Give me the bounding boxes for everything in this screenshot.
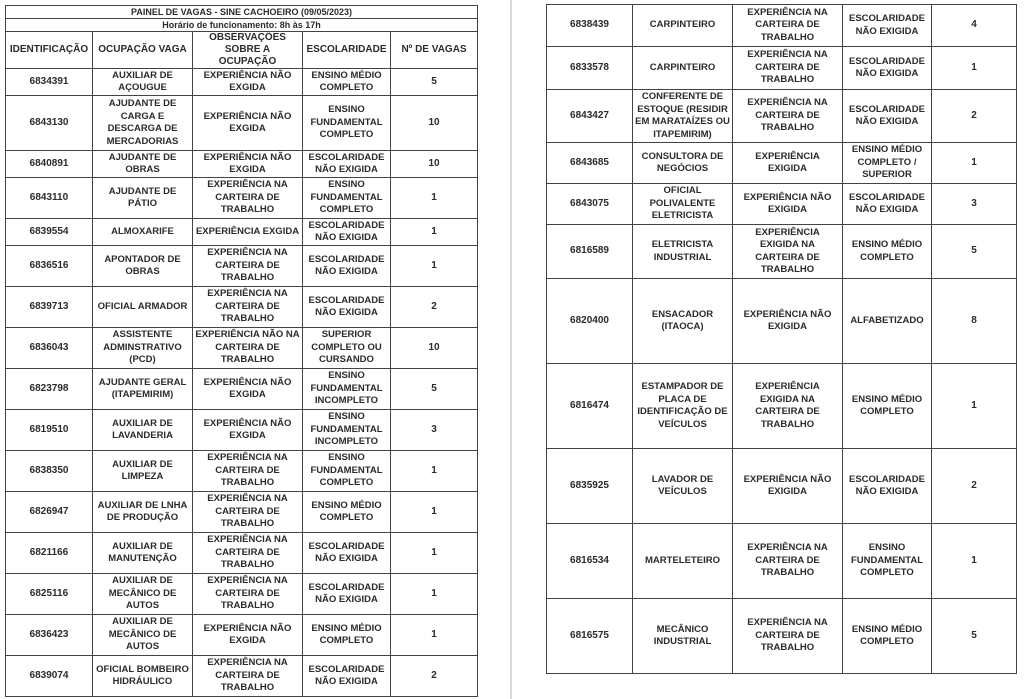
table-row	[6, 287, 478, 328]
column-header-ocupacao: OCUPAÇÃO VAGA	[93, 32, 193, 69]
vacancy-education: ENSINO FUNDAMENTAL INCOMPLETO	[303, 410, 391, 451]
table-row	[547, 524, 1017, 599]
vacancy-id: 6838350	[6, 451, 93, 492]
vacancy-id: 6833578	[547, 47, 633, 90]
vacancy-count: 1	[932, 364, 1017, 449]
vacancy-occupation: AUXILIAR DE MANUTENÇÃO	[93, 533, 193, 574]
vacancy-observations: EXPERIÊNCIA NA CARTEIRA DE TRABALHO	[193, 287, 303, 328]
vacancy-id: 6840891	[6, 151, 93, 178]
vacancy-education: ENSINO FUNDAMENTAL COMPLETO	[843, 524, 932, 599]
left-table-body	[6, 69, 478, 697]
table-row	[6, 451, 478, 492]
vacancy-education: ENSINO FUNDAMENTAL COMPLETO	[303, 451, 391, 492]
vacancy-education: ESCOLARIDADE NÃO EXIGIDA	[303, 656, 391, 697]
vacancy-id: 6825116	[6, 574, 93, 615]
vacancy-count: 5	[391, 369, 478, 410]
vacancy-observations: EXPERIÊNCIA NA CARTEIRA DE TRABALHO	[193, 451, 303, 492]
vacancy-observations: EXPERIÊNCIA NÃO EXIGIDA	[733, 279, 843, 364]
vacancy-id: 6834391	[6, 69, 93, 96]
table-row	[6, 410, 478, 451]
vacancy-observations: EXPERIÊNCIA NA CARTEIRA DE TRABALHO	[193, 178, 303, 219]
vacancy-id: 6826947	[6, 492, 93, 533]
vacancy-observations: EXPERIÊNCIA NA CARTEIRA DE TRABALHO	[193, 492, 303, 533]
subtitle-row	[6, 19, 478, 32]
vacancy-id: 6820400	[547, 279, 633, 364]
table-row	[547, 184, 1017, 225]
table-row	[6, 178, 478, 219]
table-row	[6, 328, 478, 369]
column-header-observacoes: OBSERVAÇÕES SOBRE A OCUPAÇÃO	[193, 32, 303, 69]
vacancy-education: ENSINO FUNDAMENTAL COMPLETO	[303, 96, 391, 151]
vacancy-education: ESCOLARIDADE NÃO EXIGIDA	[843, 449, 932, 524]
vacancy-observations: EXPERIÊNCIA NA CARTEIRA DE TRABALHO	[733, 5, 843, 47]
vacancy-occupation: CARPINTEIRO	[633, 47, 733, 90]
vacancy-occupation: ELETRICISTA INDUSTRIAL	[633, 225, 733, 279]
vacancy-count: 1	[391, 451, 478, 492]
table-row	[6, 69, 478, 96]
vacancy-observations: EXPERIÊNCIA NA CARTEIRA DE TRABALHO	[193, 574, 303, 615]
vacancy-education: ENSINO FUNDAMENTAL COMPLETO	[303, 178, 391, 219]
vacancy-occupation: CONFERENTE DE ESTOQUE (RESIDIR EM MARATAÍZES OU ITAPEMIRIM)	[633, 90, 733, 143]
vacancy-education: ENSINO MÉDIO COMPLETO / SUPERIOR	[843, 143, 932, 184]
vacancy-id: 6839554	[6, 219, 93, 246]
vacancy-occupation: AUXILIAR DE AÇOUGUE	[93, 69, 193, 96]
vacancy-occupation: ESTAMPADOR DE PLACA DE IDENTIFICAÇÃO DE VEÍCULOS	[633, 364, 733, 449]
vacancy-id: 6839074	[6, 656, 93, 697]
vacancy-id: 6816589	[547, 225, 633, 279]
vacancy-observations: EXPERIÊNCIA NÃO EXGIDA	[193, 410, 303, 451]
vacancy-count: 3	[932, 184, 1017, 225]
table-row	[547, 5, 1017, 47]
table-row	[6, 656, 478, 697]
vacancy-education: ENSINO MÉDIO COMPLETO	[843, 364, 932, 449]
vacancies-table-right	[546, 4, 1017, 674]
vacancy-education: ENSINO MÉDIO COMPLETO	[303, 615, 391, 656]
vacancy-count: 4	[932, 5, 1017, 47]
vacancy-occupation: AJUDANTE DE PÁTIO	[93, 178, 193, 219]
vacancy-id: 6838439	[547, 5, 633, 47]
table-row	[547, 364, 1017, 449]
vacancy-education: ENSINO FUNDAMENTAL INCOMPLETO	[303, 369, 391, 410]
table-row	[6, 574, 478, 615]
vacancy-observations: EXPERIÊNCIA EXGIDA	[193, 219, 303, 246]
vacancy-observations: EXPERIÊNCIA NÃO EXGIDA	[193, 69, 303, 96]
vacancy-count: 5	[391, 69, 478, 96]
column-header-vagas: Nº DE VAGAS	[391, 32, 478, 69]
vacancy-count: 5	[932, 599, 1017, 674]
vacancies-table-left	[5, 5, 478, 697]
vacancy-observations: EXPERIÊNCIA NÃO EXGIDA	[193, 96, 303, 151]
vacancy-observations: EXPERIÊNCIA NÃO EXGIDA	[193, 151, 303, 178]
vacancy-observations: EXPERIÊNCIA NÃO EXIGIDA	[733, 449, 843, 524]
vacancy-education: ESCOLARIDADE NÃO EXIGIDA	[303, 246, 391, 287]
vacancy-observations: EXPERIÊNCIA NA CARTEIRA DE TRABALHO	[733, 599, 843, 674]
table-row	[6, 246, 478, 287]
document-title: PAINEL DE VAGAS - SINE CACHOEIRO (09/05/2023)	[6, 6, 478, 19]
vacancy-id: 6843075	[547, 184, 633, 225]
vacancy-occupation: OFICIAL BOMBEIRO HIDRÁULICO	[93, 656, 193, 697]
vacancy-education: ESCOLARIDADE NÃO EXIGIDA	[843, 47, 932, 90]
vacancy-education: ESCOLARIDADE NÃO EXIGIDA	[843, 90, 932, 143]
vacancy-observations: EXPERIÊNCIA EXIGIDA	[733, 143, 843, 184]
vacancy-id: 6821166	[6, 533, 93, 574]
table-row	[6, 219, 478, 246]
vacancy-observations: EXPERIÊNCIA NÃO EXGIDA	[193, 615, 303, 656]
vacancy-observations: EXPERIÊNCIA NA CARTEIRA DE TRABALHO	[733, 47, 843, 90]
vacancy-count: 1	[391, 178, 478, 219]
vacancy-id: 6843110	[6, 178, 93, 219]
column-header-escolaridade: ESCOLARIDADE	[303, 32, 391, 69]
vacancy-count: 1	[391, 492, 478, 533]
vacancy-occupation: AUXILIAR DE LAVANDERIA	[93, 410, 193, 451]
vacancy-id: 6843685	[547, 143, 633, 184]
vacancy-occupation: APONTADOR DE OBRAS	[93, 246, 193, 287]
vacancy-observations: EXPERIÊNCIA NA CARTEIRA DE TRABALHO	[733, 90, 843, 143]
header-row	[6, 32, 478, 69]
vacancy-observations: EXPERIÊNCIA NA CARTEIRA DE TRABALHO	[193, 533, 303, 574]
vacancy-observations: EXPERIÊNCIA NÃO NA CARTEIRA DE TRABALHO	[193, 328, 303, 369]
title-row	[6, 6, 478, 19]
vacancy-observations: EXPERIÊNCIA NÃO EXIGIDA	[733, 184, 843, 225]
vacancy-occupation: AJUDANTE DE OBRAS	[93, 151, 193, 178]
vacancy-education: ESCOLARIDADE NÃO EXIGIDA	[303, 219, 391, 246]
vacancy-count: 5	[932, 225, 1017, 279]
vacancy-education: ENSINO MÉDIO COMPLETO	[843, 225, 932, 279]
vacancy-education: ESCOLARIDADE NÃO EXIGIDA	[303, 533, 391, 574]
vacancy-count: 10	[391, 328, 478, 369]
vacancy-count: 2	[391, 287, 478, 328]
table-row	[6, 96, 478, 151]
vacancy-count: 3	[391, 410, 478, 451]
vacancy-observations: EXPERIÊNCIA EXIGIDA NA CARTEIRA DE TRABALHO	[733, 225, 843, 279]
vacancy-count: 1	[391, 533, 478, 574]
table-row	[547, 90, 1017, 143]
vacancy-occupation: AUXILIAR DE MECÂNICO DE AUTOS	[93, 574, 193, 615]
vacancy-count: 1	[932, 143, 1017, 184]
table-row	[547, 449, 1017, 524]
vacancy-occupation: ALMOXARIFE	[93, 219, 193, 246]
vacancy-occupation: ENSACADOR (ITAOCA)	[633, 279, 733, 364]
vacancy-occupation: MECÂNICO INDUSTRIAL	[633, 599, 733, 674]
vacancy-occupation: AUXILIAR DE MECÂNICO DE AUTOS	[93, 615, 193, 656]
table-row	[6, 151, 478, 178]
vacancy-count: 10	[391, 151, 478, 178]
table-row	[6, 533, 478, 574]
vacancy-occupation: ASSISTENTE ADMINSTRATIVO (PCD)	[93, 328, 193, 369]
vacancy-count: 2	[932, 90, 1017, 143]
table-row	[6, 492, 478, 533]
vacancy-id: 6843130	[6, 96, 93, 151]
vacancy-education: ESCOLARIDADE NÃO EXIGIDA	[303, 151, 391, 178]
vacancy-count: 8	[932, 279, 1017, 364]
vacancy-count: 1	[391, 246, 478, 287]
table-row	[6, 369, 478, 410]
vacancy-id: 6836423	[6, 615, 93, 656]
vacancy-id: 6819510	[6, 410, 93, 451]
vacancy-education: ESCOLARIDADE NÃO EXIGIDA	[843, 5, 932, 47]
vacancy-count: 2	[932, 449, 1017, 524]
vacancy-id: 6843427	[547, 90, 633, 143]
vacancy-observations: EXPERIÊNCIA EXIGIDA NA CARTEIRA DE TRABALHO	[733, 364, 843, 449]
vacancy-occupation: MARTELETEIRO	[633, 524, 733, 599]
vacancy-observations: EXPERIÊNCIA NÃO EXGIDA	[193, 369, 303, 410]
vacancy-count: 1	[391, 574, 478, 615]
vacancy-observations: EXPERIÊNCIA NA CARTEIRA DE TRABALHO	[193, 656, 303, 697]
vacancy-occupation: OFICIAL ARMADOR	[93, 287, 193, 328]
table-row	[547, 599, 1017, 674]
vacancy-id: 6835925	[547, 449, 633, 524]
vacancy-education: ESCOLARIDADE NÃO EXIGIDA	[303, 287, 391, 328]
vacancy-education: ENSINO MÉDIO COMPLETO	[843, 599, 932, 674]
table-row	[547, 143, 1017, 184]
vacancy-id: 6836516	[6, 246, 93, 287]
vacancy-id: 6823798	[6, 369, 93, 410]
vacancy-occupation: AJUDANTE DE CARGA E DESCARGA DE MERCADORIAS	[93, 96, 193, 151]
vacancy-count: 1	[932, 524, 1017, 599]
vacancy-education: ESCOLARIDADE NÃO EXIGIDA	[843, 184, 932, 225]
vacancy-education: ENSINO MÉDIO COMPLETO	[303, 492, 391, 533]
vacancy-count: 1	[391, 219, 478, 246]
vacancy-occupation: AUXILIAR DE LIMPEZA	[93, 451, 193, 492]
vacancy-id: 6839713	[6, 287, 93, 328]
table-row	[547, 225, 1017, 279]
vacancy-id: 6836043	[6, 328, 93, 369]
vacancy-education: ALFABETIZADO	[843, 279, 932, 364]
vacancy-count: 1	[932, 47, 1017, 90]
vacancy-education: ENSINO MÉDIO COMPLETO	[303, 69, 391, 96]
vacancy-occupation: OFICIAL POLIVALENTE ELETRICISTA	[633, 184, 733, 225]
vacancy-count: 2	[391, 656, 478, 697]
vacancy-occupation: LAVADOR DE VEÍCULOS	[633, 449, 733, 524]
vacancy-observations: EXPERIÊNCIA NA CARTEIRA DE TRABALHO	[733, 524, 843, 599]
column-header-identificacao: IDENTIFICAÇÃO	[6, 32, 93, 69]
table-row	[547, 279, 1017, 364]
opening-hours: Horário de funcionamento: 8h às 17h	[6, 19, 478, 32]
vacancy-id: 6816474	[547, 364, 633, 449]
vacancy-observations: EXPERIÊNCIA NA CARTEIRA DE TRABALHO	[193, 246, 303, 287]
vacancy-id: 6816534	[547, 524, 633, 599]
vacancy-count: 10	[391, 96, 478, 151]
vacancy-occupation: AJUDANTE GERAL (ITAPEMIRIM)	[93, 369, 193, 410]
right-table-body	[547, 5, 1017, 674]
vacancy-occupation: AUXILIAR DE LNHA DE PRODUÇÃO	[93, 492, 193, 533]
vacancy-occupation: CONSULTORA DE NEGÓCIOS	[633, 143, 733, 184]
vacancy-education: SUPERIOR COMPLETO OU CURSANDO	[303, 328, 391, 369]
page-divider	[510, 0, 512, 699]
vacancy-count: 1	[391, 615, 478, 656]
table-row	[6, 615, 478, 656]
table-row	[547, 47, 1017, 90]
vacancy-occupation: CARPINTEIRO	[633, 5, 733, 47]
vacancy-id: 6816575	[547, 599, 633, 674]
vacancy-education: ESCOLARIDADE NÃO EXIGIDA	[303, 574, 391, 615]
